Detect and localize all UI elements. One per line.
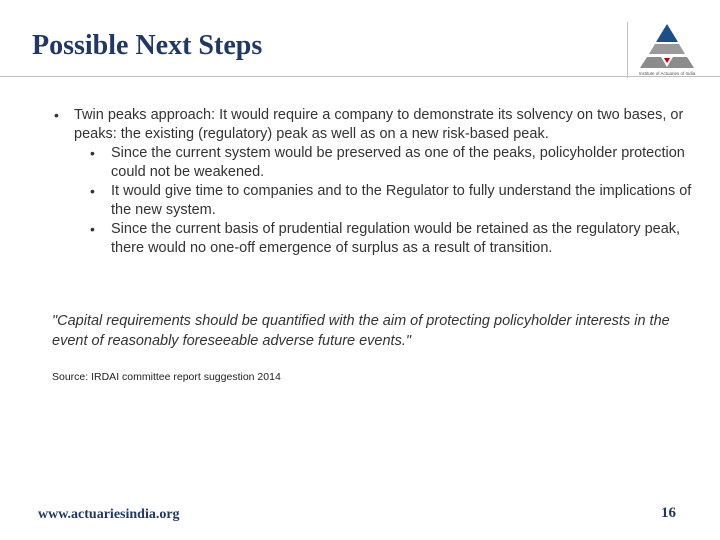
bullet-marker: • <box>54 107 59 123</box>
quote-text: "Capital requirements should be quantified with the aim of protecting policyholder interests in the event of reasonably foreseeable adverse future events." <box>52 313 670 349</box>
bullet-text: Twin peaks approach: It would require a company to demonstrate its solvency on two bases, or peaks: the existing (regulatory) peak as well as on a new risk-based peak. <box>74 107 684 142</box>
footer-website-link[interactable]: www.actuariesindia.org <box>38 507 180 522</box>
sub-bullet-marker: • <box>90 221 95 237</box>
sub-bullet-marker: • <box>90 145 95 161</box>
sub-bullet-text: Since the current system would be preserved as one of the peaks, policyholder protection could not be weakened. <box>111 145 685 180</box>
sub-bullet-text: Since the current basis of prudential regulation would be retained as the regulatory peak, there would no one-off emergence of surplus as a result of transition. <box>111 221 681 256</box>
page-number: 16 <box>661 505 676 521</box>
logo-caption: Institute of Actuaries of India <box>638 71 696 76</box>
institute-triangle-logo-icon <box>634 22 700 78</box>
source-citation: Source: IRDAI committee report suggestion 2014 <box>52 371 281 383</box>
sub-bullet-text: It would give time to companies and to the Regulator to fully understand the implications of the new system. <box>111 183 692 218</box>
slide-title: Possible Next Steps <box>32 30 263 61</box>
title-divider <box>0 76 720 77</box>
logo-divider <box>627 22 628 78</box>
sub-bullet-marker: • <box>90 183 95 199</box>
